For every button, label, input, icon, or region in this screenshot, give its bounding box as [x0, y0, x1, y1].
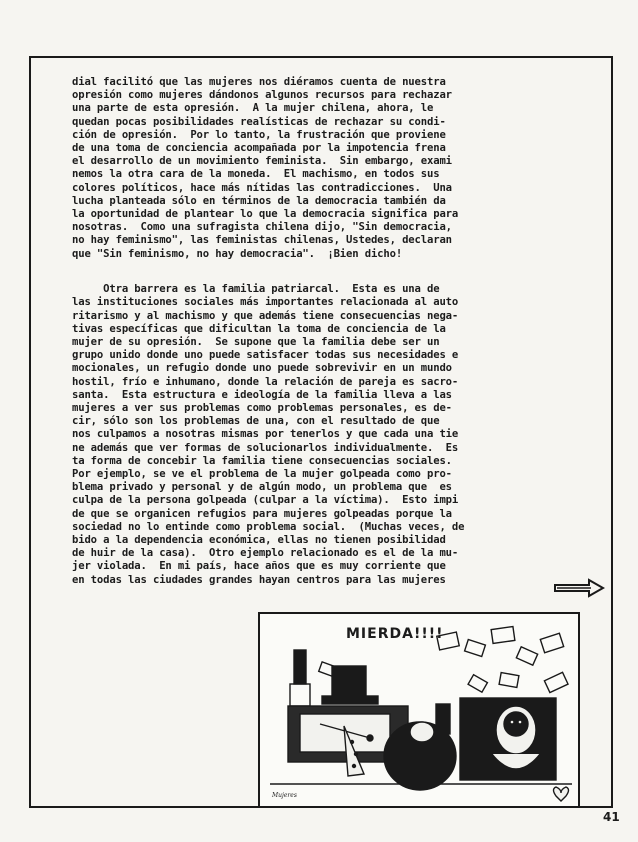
text-line: ritarismo y al machismo y que además tiene consecuencias nega- [72, 309, 459, 322]
text-line: el desarrollo de un movimiento feminista. Sin embargo, exami [72, 155, 452, 168]
page-number: 41 [603, 810, 620, 824]
cartoon-signature: Mujeres [272, 792, 297, 799]
text-line: cir, sólo son los problemas de una, con el resultado de que [72, 415, 440, 428]
text-line: blema privado y personal y de algún modo, un problema que es [72, 481, 452, 494]
text-line: que "Sin feminismo, no hay democracia". ¡Bien dicho! [72, 247, 403, 260]
text-line: nos culpamos a nosotras mismas por tenerlos y que cada una tie [72, 428, 459, 441]
text-line: tivas específicas que dificultan la toma de conciencia de la [72, 322, 446, 335]
text-line: en todas las ciudades grandes hayan centros para las mujeres [72, 573, 446, 586]
text-line: mujer de su opresión. Se supone que la familia debe ser un [72, 336, 440, 349]
text-line: lucha planteada sólo en términos de la democracia también da [72, 194, 446, 207]
text-line: de que se organicen refugios para mujeres golpeadas porque la [72, 507, 452, 520]
text-line: de una toma de conciencia acompañada por la impotencia frena [72, 142, 446, 154]
text-line: las instituciones sociales más importantes relacionada al auto [72, 296, 459, 309]
text-line: dial facilitó que las mujeres nos diéramos cuenta de nuestra [72, 76, 446, 88]
continue-arrow-icon [553, 578, 605, 598]
text-line: una parte de esta opresión. A la mujer chilena, ahora, le [72, 102, 434, 115]
text-line: jer violada. En mi país, hace años que es muy corriente que [72, 560, 446, 573]
text-line: mocionales, un refugio donde uno puede sobrevivir en un mundo [72, 362, 452, 375]
text-line: ción de opresión. Por lo tanto, la frustración que proviene [72, 128, 446, 141]
cartoon-illustration [258, 612, 580, 808]
text-line: santa. Esta estructura e ideología de la familia lleva a las [72, 388, 452, 401]
text-line: mujeres a ver sus problemas como problemas personales, es de- [72, 402, 452, 415]
text-line: nosotras. Como una sufragista chilena dijo, "Sin democracia, [72, 221, 452, 234]
text-line: nemos la otra cara de la moneda. El machismo, en todos sus [72, 168, 440, 181]
text-line: ne además que ver formas de solucionarlos individualmente. Es [72, 441, 459, 454]
text-line: Por ejemplo, se ve el problema de la mujer golpeada como pro- [72, 468, 452, 481]
text-line: Otra barrera es la familia patriarcal. Esta es una de [72, 283, 440, 296]
text-line: quedan pocas posibilidades realísticas de rechazar su condi- [72, 115, 446, 128]
text-line: bido a la dependencia económica, ellas no tienen posibilidad [72, 534, 446, 547]
text-line: culpa de la persona golpeada (culpar a la víctima). Esto impi [72, 494, 459, 507]
text-line: ta forma de concebir la familia tiene consecuencias sociales. [72, 454, 452, 467]
cartoon-drawing [260, 614, 580, 808]
text-line: la oportunidad de plantear lo que la democracia significa para [72, 208, 459, 220]
text-line: de huir de la casa). Otro ejemplo relacionado es el de la mu- [72, 547, 459, 560]
cartoon-caption: MIERDA!!!! [346, 626, 444, 642]
text-line: colores políticos, hace más nítidas las contradicciones. Una [72, 181, 452, 194]
text-line: grupo unido donde uno puede satisfacer todas sus necesidades e [72, 349, 459, 362]
text-line: opresión como mujeres dándonos algunos recursos para rechazar [72, 89, 452, 102]
text-line: sociedad no lo entinde como problema social. (Muchas veces, de [72, 520, 465, 533]
text-line: hostil, frío e inhumano, donde la relación de pareja es sacro- [72, 375, 459, 388]
text-line: no hay feminismo", las feministas chilenas, Ustedes, declaran [72, 234, 452, 247]
